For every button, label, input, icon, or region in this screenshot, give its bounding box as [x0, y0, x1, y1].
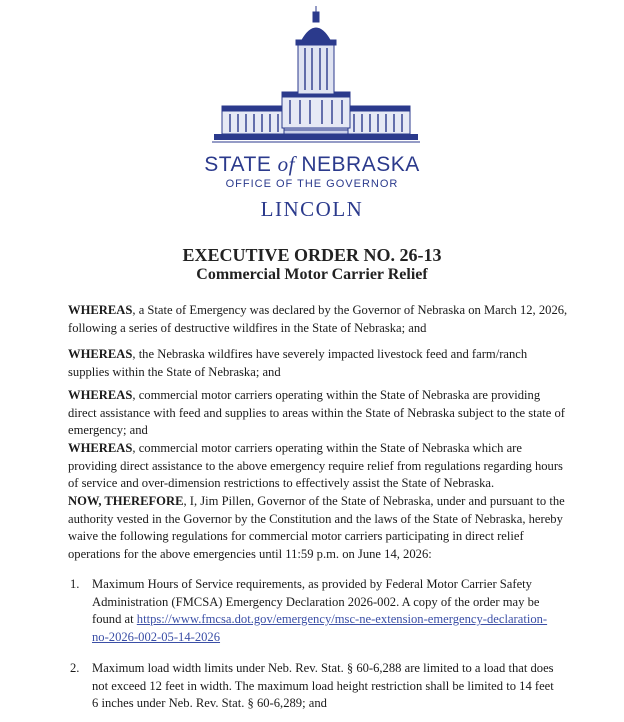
list-item-text: Maximum Hours of Service requirements, as provided by Federal Motor Carrier Safety Administration (FMCSA) Emergency Declaration 2026-002. A copy of the order may be found at [92, 577, 540, 626]
state-name: NEBRASKA [301, 153, 420, 176]
list-item [70, 576, 562, 646]
paragraph-text: , commercial motor carriers operating within the State of Nebraska are providing direct assistance with feed and supplies to areas within the State of Nebraska subject to the state of emergency; and [68, 388, 565, 437]
whereas-paragraph [68, 440, 568, 493]
list-item-text: Maximum load width limits under Neb. Rev. Stat. § 60-6,288 are limited to a load that does not exceed 12 feet in width. The maximum load height restriction shall be limited to 14 feet 6 inches under Neb. Rev. Stat. § 60-6,289; and [92, 661, 554, 710]
paragraph-text: , I, Jim Pillen, Governor of the State of Nebraska, under and pursuant to the authority vested in the Governor by the Constitution and the laws of the State of Nebraska, hereby waive the following regulations for commercial motor carriers participating in direct relief operations for the above emergencies until 11:59 p.m. on June 14, 2026: [68, 494, 565, 561]
list-item [70, 660, 562, 713]
paragraph-text: , the Nebraska wildfires have severely impacted livestock feed and farm/ranch supplies within the State of Nebraska; and [68, 347, 528, 379]
state-of-nebraska-heading [0, 152, 624, 177]
paragraph-lead: WHEREAS [68, 388, 133, 402]
whereas-paragraph [68, 387, 568, 440]
office-of-governor: OFFICE OF THE GOVERNOR [225, 178, 399, 190]
whereas-paragraph [68, 302, 568, 337]
paragraph-text: , commercial motor carriers operating within the State of Nebraska which are providing direct assistance to the above emergency require relief from regulations regarding hours of service and over-dimension restrictions to effectively assist the State of Nebraska. [68, 441, 563, 490]
list-number: 2. [70, 661, 80, 675]
city-name: LINCOLN [260, 197, 364, 221]
state-prefix: STATE [204, 153, 272, 176]
paragraph-lead: NOW, THEREFORE [68, 494, 184, 508]
paragraph-lead: WHEREAS [68, 347, 133, 361]
paragraph-text: , a State of Emergency was declared by the Governor of Nebraska on March 12, 2026, following a series of destructive wildfires in the State of Nebraska; and [68, 303, 568, 335]
fmcsa-declaration-link[interactable]: https://www.fmcsa.dot.gov/emergency/msc-ne-extension-emergency-declaration-no-2026-002-05-14-2026 [92, 612, 548, 644]
now-therefore-paragraph [68, 493, 568, 563]
capitol-building-seal [212, 6, 420, 146]
list-number: 1. [70, 577, 80, 591]
state-of-word: of [277, 152, 296, 176]
order-title: EXECUTIVE ORDER NO. 26-13 [182, 245, 442, 265]
paragraph-lead: WHEREAS [68, 303, 133, 317]
paragraph-lead: WHEREAS [68, 441, 133, 455]
order-subtitle: Commercial Motor Carrier Relief [196, 266, 428, 283]
whereas-paragraph [68, 346, 568, 381]
